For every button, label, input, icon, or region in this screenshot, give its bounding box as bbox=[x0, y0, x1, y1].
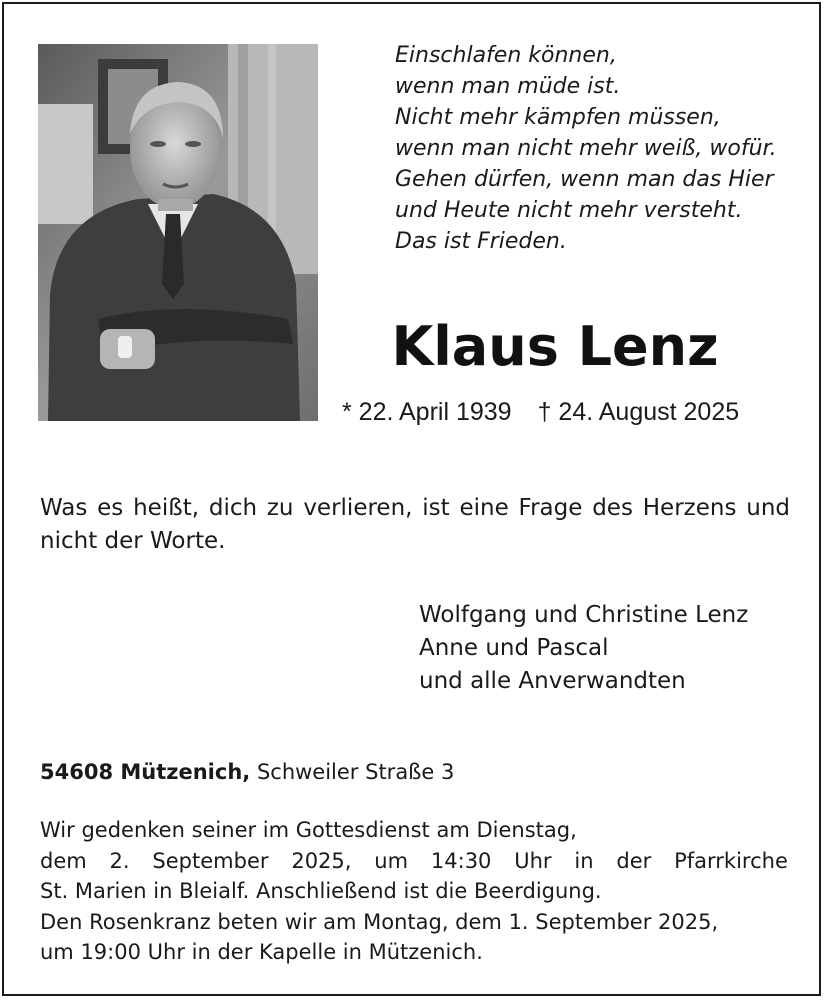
family-address bbox=[40, 757, 800, 787]
poem-line: Nicht mehr kämpfen müssen, bbox=[395, 105, 721, 130]
address-street: Schweiler Straße 3 bbox=[256, 760, 455, 784]
death-date: † 24. August 2025 bbox=[537, 398, 740, 426]
mourner-line: Wolfgang und Christine Lenz bbox=[419, 602, 749, 628]
address-city: 54608 Mützenich, bbox=[40, 760, 251, 784]
life-dates bbox=[342, 398, 782, 427]
birth-date: * 22. April 1939 bbox=[342, 398, 512, 426]
service-word: 2. bbox=[109, 848, 130, 873]
service-word: in bbox=[574, 848, 594, 873]
poem-line: Gehen dürfen, wenn man das Hier bbox=[395, 167, 774, 192]
poem-line: und Heute nicht mehr versteht. bbox=[395, 198, 743, 223]
portrait-photo bbox=[38, 44, 318, 421]
deceased-name: Klaus Lenz bbox=[391, 315, 719, 378]
poem bbox=[395, 40, 805, 257]
service-info bbox=[40, 815, 788, 968]
service-word: Uhr bbox=[514, 848, 552, 873]
mourner-line: und alle Anverwandten bbox=[419, 668, 686, 694]
poem-line: Einschlafen können, bbox=[395, 43, 617, 68]
poem-line: Das ist Frieden. bbox=[395, 229, 567, 254]
poem-line: wenn man müde ist. bbox=[395, 74, 621, 99]
service-line: Wir gedenken seiner im Gottesdienst am Dienstag, bbox=[40, 818, 577, 842]
service-word: um bbox=[374, 848, 409, 873]
service-word: dem bbox=[40, 848, 87, 873]
mourners-list bbox=[419, 599, 809, 698]
service-line-justified bbox=[40, 846, 788, 877]
mourner-line: Anne und Pascal bbox=[419, 635, 609, 661]
poem-line: wenn man nicht mehr weiß, wofür. bbox=[395, 136, 777, 161]
service-word: 14:30 bbox=[430, 848, 492, 873]
memorial-quote: Was es heißt, dich zu verlieren, ist eine Frage des Herzens und nicht der Worte. bbox=[40, 495, 790, 554]
service-line: um 19:00 Uhr in der Kapelle in Mützenich. bbox=[40, 940, 483, 964]
service-line: St. Marien in Bleialf. Anschließend ist die Beerdigung. bbox=[40, 879, 602, 903]
service-word: der bbox=[616, 848, 652, 873]
service-line: Den Rosenkranz beten wir am Montag, dem 1. September 2025, bbox=[40, 909, 719, 934]
service-word: September bbox=[152, 848, 269, 873]
service-word: Pfarrkirche bbox=[674, 848, 788, 873]
service-word: 2025, bbox=[291, 848, 352, 873]
